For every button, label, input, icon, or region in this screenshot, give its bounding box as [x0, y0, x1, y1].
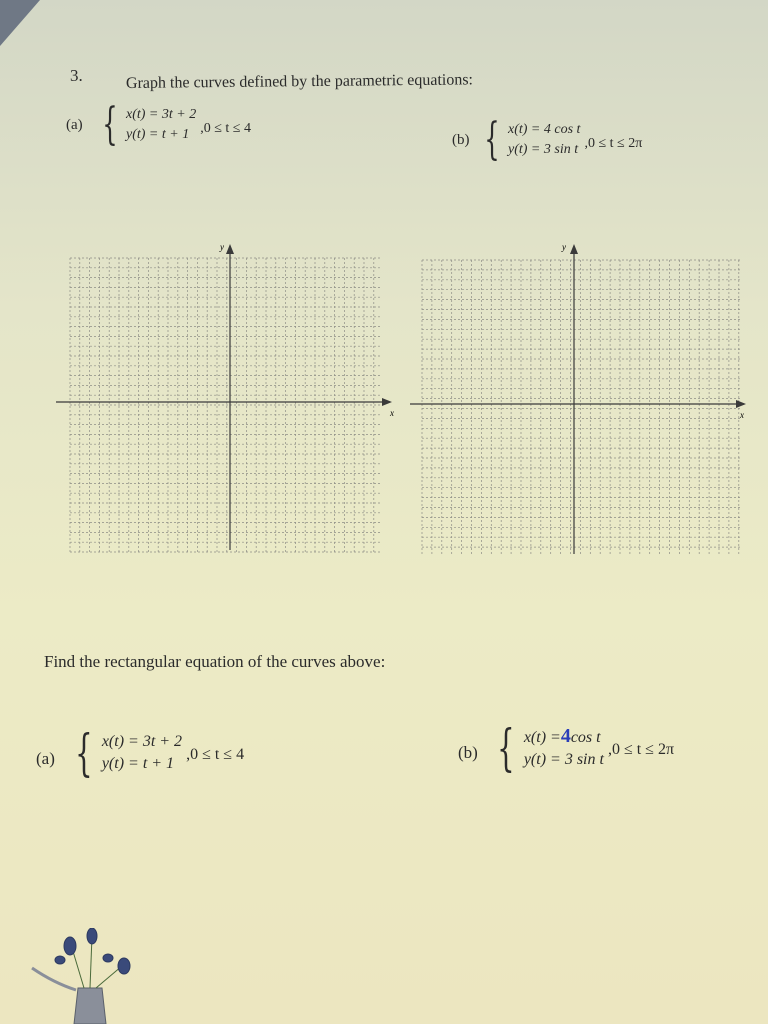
brace-symbol: {	[497, 719, 515, 777]
rect-part-b-range: ,0 ≤ t ≤ 2π	[607, 741, 675, 758]
tulip-flower	[87, 928, 97, 944]
flower-stem	[72, 948, 84, 988]
part-a-label: (a)	[66, 117, 83, 133]
part-b-label: (b)	[452, 132, 470, 148]
graph-b-x-label: x	[740, 410, 744, 420]
graph-a-y-arrow	[226, 244, 234, 254]
graph-a-y-label: y	[220, 242, 224, 252]
brace-symbol: {	[102, 99, 118, 150]
rect-part-a-range: ,0 ≤ t ≤ 4	[186, 746, 245, 763]
rect-part-a-system	[68, 724, 245, 782]
tulip-flower	[64, 937, 76, 955]
part-b-range: ,0 ≤ t ≤ 2π	[584, 136, 643, 151]
graph-b-x-arrow	[736, 400, 746, 408]
part-a-x-equation: x(t) = 3t + 2	[126, 107, 197, 122]
graph-b-y-label: y	[562, 242, 566, 252]
part-b-y-equation: y(t) = 3 sin t	[508, 142, 579, 157]
rect-part-a-y-equation: y(t) = t + 1	[101, 755, 175, 772]
graph-b-grid	[422, 260, 740, 554]
photo-shadow-corner	[0, 0, 40, 46]
graph-b	[408, 238, 754, 560]
brace-symbol: {	[75, 724, 93, 782]
part-a-range: ,0 ≤ t ≤ 4	[200, 121, 251, 136]
vase-shape	[74, 988, 106, 1024]
rect-part-b-x-equation	[524, 725, 604, 749]
part-b-x-equation: x(t) = 4 cos t	[508, 122, 581, 137]
flower-vase-clipart	[24, 928, 144, 1024]
tulip-flower	[118, 958, 130, 974]
problem-title: Graph the curves defined by the parametric equations:	[125, 71, 474, 92]
rect-section-title: Find the rectangular equation of the curves above:	[44, 652, 386, 671]
graph-a	[52, 238, 402, 560]
graph-a-x-arrow	[382, 398, 392, 406]
rect-part-b-x-suffix: cos t	[570, 729, 601, 746]
rect-part-b-y-equation: y(t) = 3 sin t	[523, 751, 604, 768]
problem-number: 3.	[70, 66, 83, 85]
rect-part-a-label: (a)	[36, 749, 55, 768]
rect-part-a-x-equation: x(t) = 3t + 2	[101, 733, 183, 750]
brace-symbol: {	[484, 114, 500, 165]
leaf-shape	[55, 956, 65, 964]
part-b-system	[478, 114, 643, 165]
part-a-system	[96, 99, 251, 150]
handwritten-four: 4	[560, 725, 571, 747]
rect-part-b-system	[490, 719, 675, 777]
rect-part-b-label: (b)	[458, 743, 478, 762]
part-a-y-equation: y(t) = t + 1	[126, 127, 190, 142]
watering-can-spout	[32, 968, 76, 990]
graph-a-x-label: x	[390, 408, 394, 418]
graph-a-grid	[70, 258, 382, 552]
graph-b-y-arrow	[570, 244, 578, 254]
rect-part-b-x-prefix: x(t) =	[523, 729, 561, 746]
leaf-shape	[103, 954, 113, 962]
